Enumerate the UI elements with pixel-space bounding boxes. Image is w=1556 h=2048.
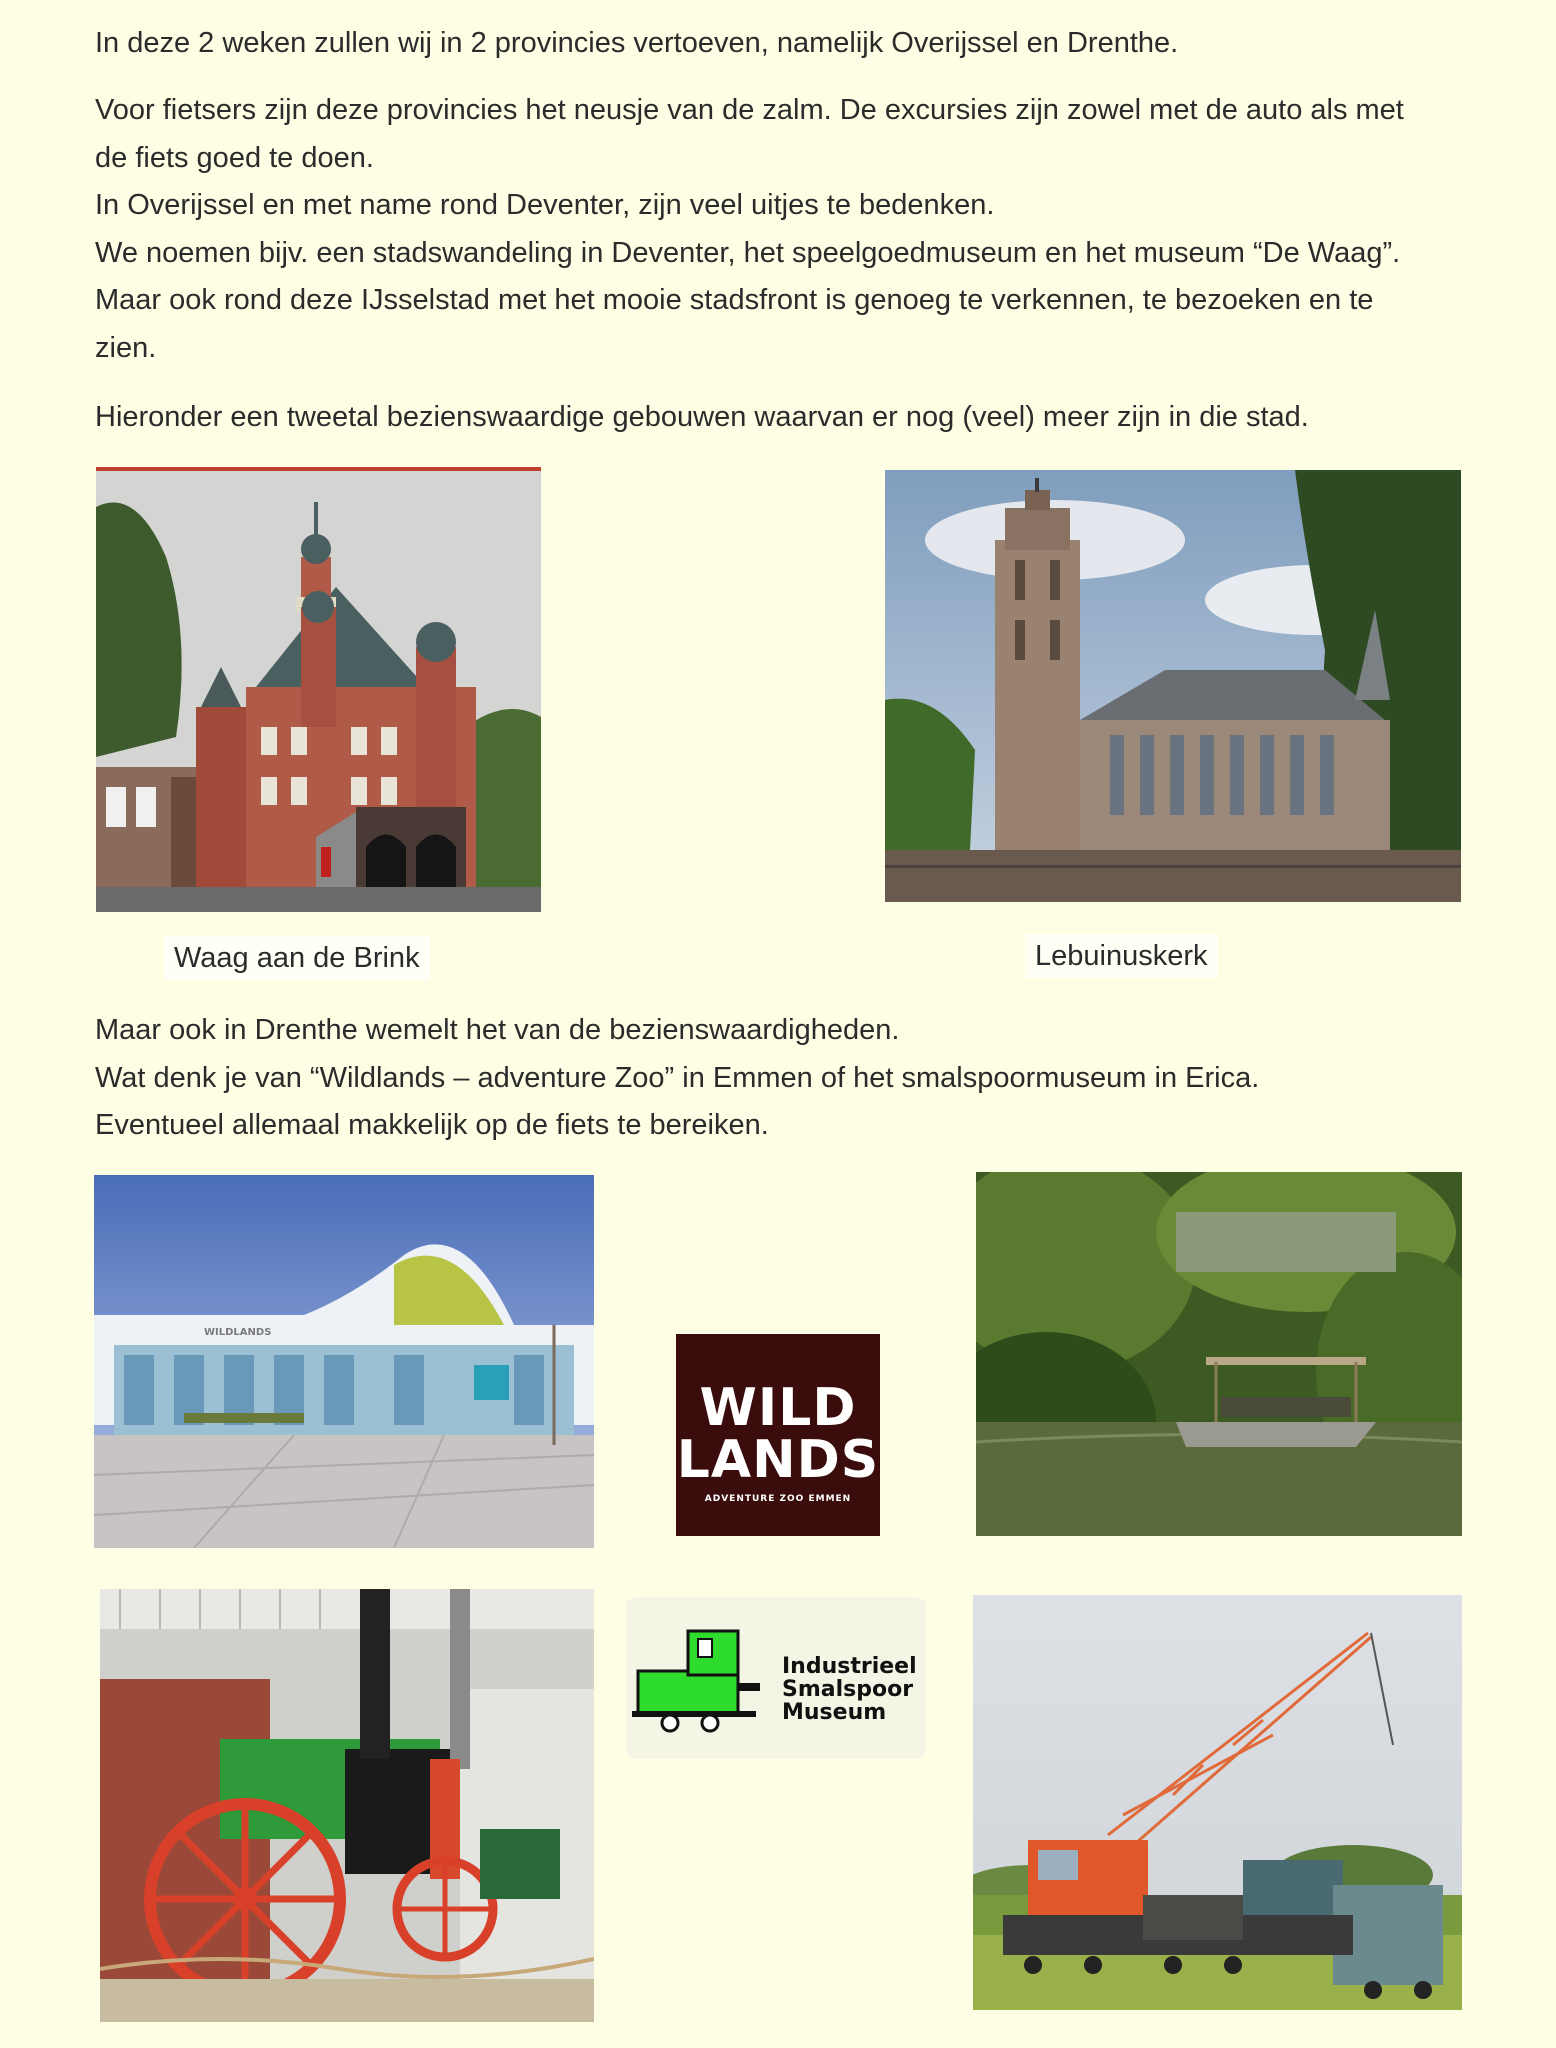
wildlands-logo	[676, 1334, 880, 1536]
building-sign-text: WILDLANDS	[204, 1327, 272, 1338]
locomotive-icon	[632, 1623, 772, 1733]
wildlands-logo-line1: WILD	[699, 1378, 857, 1438]
waag-photo	[96, 467, 541, 912]
lebuinus-photo	[885, 470, 1461, 902]
caption-lebuinus: Lebuinuskerk	[1025, 934, 1218, 978]
wildlands-jungle-boat-photo	[976, 1172, 1462, 1536]
smalspoor-museum-logo-text: Industrieel Smalspoor Museum	[782, 1654, 917, 1725]
wildlands-logo-tagline: ADVENTURE ZOO EMMEN	[704, 1494, 852, 1504]
drenthe-paragraph: Maar ook in Drenthe wemelt het van de bezienswaardigheden. Wat denk je van “Wildlands – adventure Zoo” in Emmen of het smalspoormuseum in Erica. Eventueel allemaal makkelijk op de fiets te bereiken.	[95, 1014, 1260, 1141]
intro-paragraph-1: In deze 2 weken zullen wij in 2 provincies vertoeven, namelijk Overijssel en Drenthe.	[95, 27, 1179, 59]
caption-waag: Waag aan de Brink	[164, 936, 430, 980]
wildlands-building-photo	[94, 1175, 594, 1548]
wildlands-logo-line2: LANDS	[676, 1430, 880, 1490]
crane-train-photo	[973, 1595, 1462, 2010]
intro-paragraph-3: Hieronder een tweetal bezienswaardige gebouwen waarvan er nog (veel) meer zijn in die stad.	[95, 401, 1309, 433]
smalspoor-museum-logo	[626, 1597, 926, 1759]
intro-paragraph-2: Voor fietsers zijn deze provincies het neusje van de zalm. De excursies zijn zowel met de auto als met de fiets goed te doen. In Overijssel en met name rond Deventer, zijn veel uitjes te bedenken. We noemen bijv. een stadswandeling in Deventer, het speelgoedmuseum en het museum “De Waag”. Maar ook rond deze IJsselstad met het mooie stadsfront is genoeg te verkennen, te bezoeken en te zien.	[95, 94, 1404, 364]
steam-tractor-photo	[100, 1589, 594, 2022]
